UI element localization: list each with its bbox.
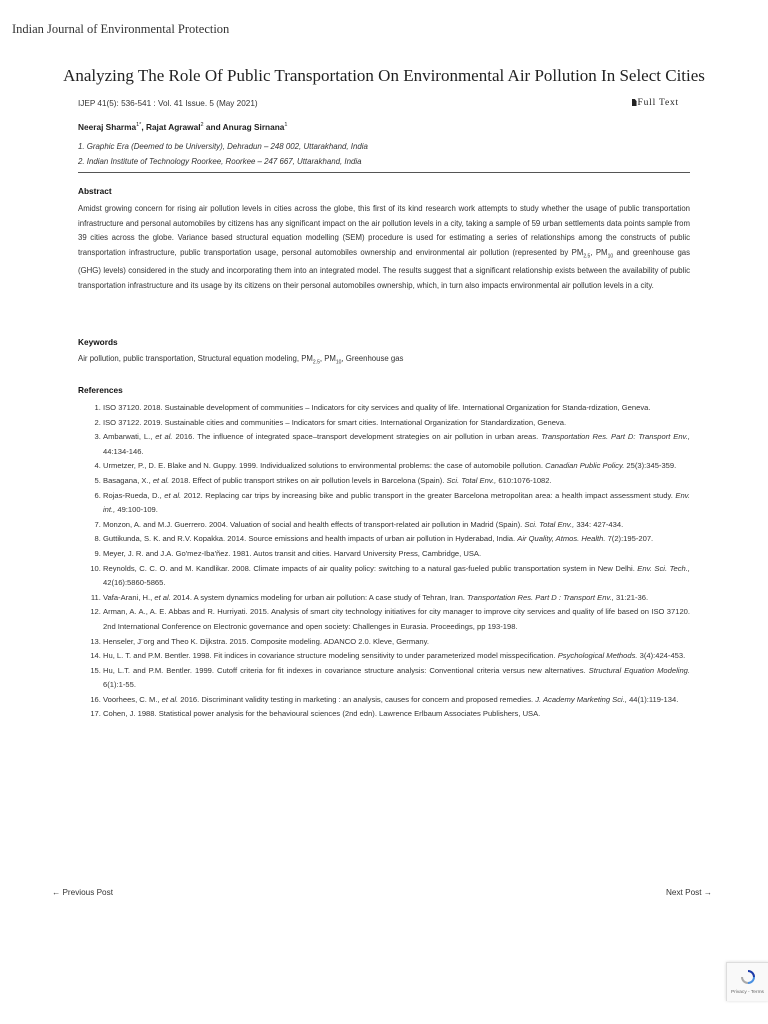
previous-post-link[interactable]: ← Previous Post (52, 888, 113, 897)
full-text-link[interactable] (632, 98, 679, 108)
reference-item: 11. Vafa-Arani, H., et al. 2014. A system dynamics modeling for urban air pollution: A case study of Tehran, Iran. Transportation Res. Part D : Transport Env., 31:21-36. (103, 591, 690, 606)
site-title[interactable]: Indian Journal of Environmental Protection (12, 22, 230, 36)
reference-item: 15. Hu, L.T. and P.M. Bentler. 1999. Cutoff criteria for fit indexes in covariance structure analysis: Conventional criteria versus new alternatives. Structural Equation Modeling. 6(1):1-55. (103, 664, 690, 693)
author-separator: and (203, 122, 223, 132)
recaptcha-badge[interactable] (726, 962, 768, 1001)
reference-item: 17. Cohen, J. 1988. Statistical power analysis for the behavioural sciences (2nd edn). Lawrence Erlbaum Associates Publishers, USA. (103, 707, 690, 722)
article-title: Analyzing The Role Of Public Transportation On Environmental Air Pollution In Select Cities (63, 66, 705, 85)
author-name: Rajat Agrawal (145, 122, 201, 132)
references-list (78, 401, 690, 722)
reference-item: 2. ISO 37122. 2019. Sustainable cities and communities – Indicators for smart cities. International Organization for Standardization, Geneva. (103, 416, 690, 431)
recaptcha-logo-icon (740, 969, 756, 985)
keywords-text: Air pollution, public transportation, Structural equation modeling, $PM_{2.5}$, $PM_{10}$, Greenhouse gas (78, 354, 404, 366)
abstract-heading: Abstract (78, 186, 112, 196)
reference-item: 13. Henseler, J¨org and Theo K. Dijkstra. 2015. Composite modeling. ADANCO 2.0. Kleve, Germany. (103, 635, 690, 650)
author-list (78, 122, 287, 132)
reference-item: 1. ISO 37120. 2018. Sustainable development of communities – Indicators for city services and quality of life. International Organization for Standa-rdization, Geneva. (103, 401, 690, 416)
author-affiliation-mark: 1* (136, 122, 142, 129)
author-separator: , (141, 122, 146, 132)
author-name: Anurag Sirnana (222, 122, 285, 132)
reference-item: 4. Urmetzer, P., D. E. Blake and N. Guppy. 1999. Individualized solutions to environmental problems: the case of automobile pollution. Canadian Public Policy. 25(3):345-359. (103, 459, 690, 474)
reference-item: 10. Reynolds, C. C. O. and M. Kandlikar. 2008. Climate impacts of air quality policy: switching to a natural gas-fueled public transportation system in New Delhi. Env. Sci. Tech., 42(16):5860-5865. (103, 562, 690, 591)
reference-item: 5. Basagana, X., et al. 2018. Effect of public transport strikes on air pollution levels in Barcelona (Spain). Sci. Total Env., 610:1076-1082. (103, 474, 690, 489)
reference-item: 12. Arman, A. A., A. E. Abbas and R. Hurriyati. 2015. Analysis of smart city technology initiatives for city manager to improve city services and quality of life based on ISO 37120. 2nd International Conference on Electronic governance and open society: Challenges in Eurasia. Proceedings, pp 193-198. (103, 605, 690, 634)
recaptcha-privacy-terms[interactable]: Privacy - Terms (731, 990, 764, 995)
references-heading: References (78, 385, 123, 395)
author-affiliation-mark: 1 (284, 122, 288, 129)
affiliations (78, 140, 368, 169)
author-affiliation-mark: 2 (200, 122, 204, 129)
article-meta-row (78, 99, 690, 113)
reference-item: 3. Ambarwati, L., et al. 2016. The influence of integrated space–transport development strategies on air pollution in urban areas. Transportation Res. Part D: Transport Env., 44:134-146. (103, 430, 690, 459)
full-text-label: Full Text (637, 98, 679, 108)
reference-item: 9. Meyer, J. R. and J.A. Go'mez-Iba'ñez. 1981. Autos transit and cities. Harvard University Press, Cambridge, USA. (103, 547, 690, 562)
next-post-link[interactable]: Next Post → (666, 888, 712, 897)
citation: IJEP 41(5): 536-541 : Vol. 41 Issue. 5 (May 2021) (78, 99, 258, 108)
reference-item: 8. Guttikunda, S. K. and R.V. Kopakka. 2014. Source emissions and health impacts of urban air pollution in Hyderabad, India. Air Quality, Atmos. Health. 7(2):195-207. (103, 532, 690, 547)
abstract-text: Amidst growing concern for rising air pollution levels in cities across the globe, this first of its kind research work attempts to study whether the usage of public transportation infrastructure and personal automobiles by citizens has any significant impact on the air pollution levels in a city, taking a sample of 59 urban settlements data points sample from 39 cities across the globe. Variance based structural equation modelling (SEM) procedure is used for estimating a series of relationships among the constructs of public transportation infrastructure, public transportation usage, personal automobiles ownership and environmental air pollution (represented by $PM_{2.5}$, $PM_{10}$ and greenhouse gas (GHG) levels) considered in the study and incorporating them into an integrated model. The results suggest that a significant relationship exists between the availability of public transportation infrastructure and its usage by its citizens on their personal automobiles ownership, which, in turn also impacts environmental air pollution levels in a city. (78, 204, 691, 290)
affiliation: 1. Graphic Era (Deemed to be University), Dehradun – 248 002, Uttarakhand, India (78, 142, 368, 151)
reference-item: 6. Rojas-Rueda, D., et al. 2012. Replacing car trips by increasing bike and public transport in the greater Barcelona metropolitan area: a health impact assessment study. Env. int., 49:100-109. (103, 489, 690, 518)
author-name: Neeraj Sharma (78, 122, 137, 132)
pdf-file-icon (632, 99, 637, 106)
affiliation: 2. Indian Institute of Technology Roorkee, Roorkee – 247 667, Uttarakhand, India (78, 156, 362, 166)
reference-item: 14. Hu, L. T. and P.M. Bentler. 1998. Fit indices in covariance structure modeling sensitivity to under parameterized model misspecification. Psychological Methods. 3(4):424-453. (103, 649, 690, 664)
reference-item: 7. Monzon, A. and M.J. Guerrero. 2004. Valuation of social and health effects of transport-related air pollution in Madrid (Spain). Sci. Total Env., 334: 427-434. (103, 518, 690, 533)
keywords-heading: Keywords (78, 337, 118, 347)
reference-item: 16. Voorhees, C. M., et al. 2016. Discriminant validity testing in marketing : an analysis, causes for concern and proposed remedies. J. Academy Marketing Sci., 44(1):119-134. (103, 693, 690, 708)
divider (78, 172, 690, 173)
